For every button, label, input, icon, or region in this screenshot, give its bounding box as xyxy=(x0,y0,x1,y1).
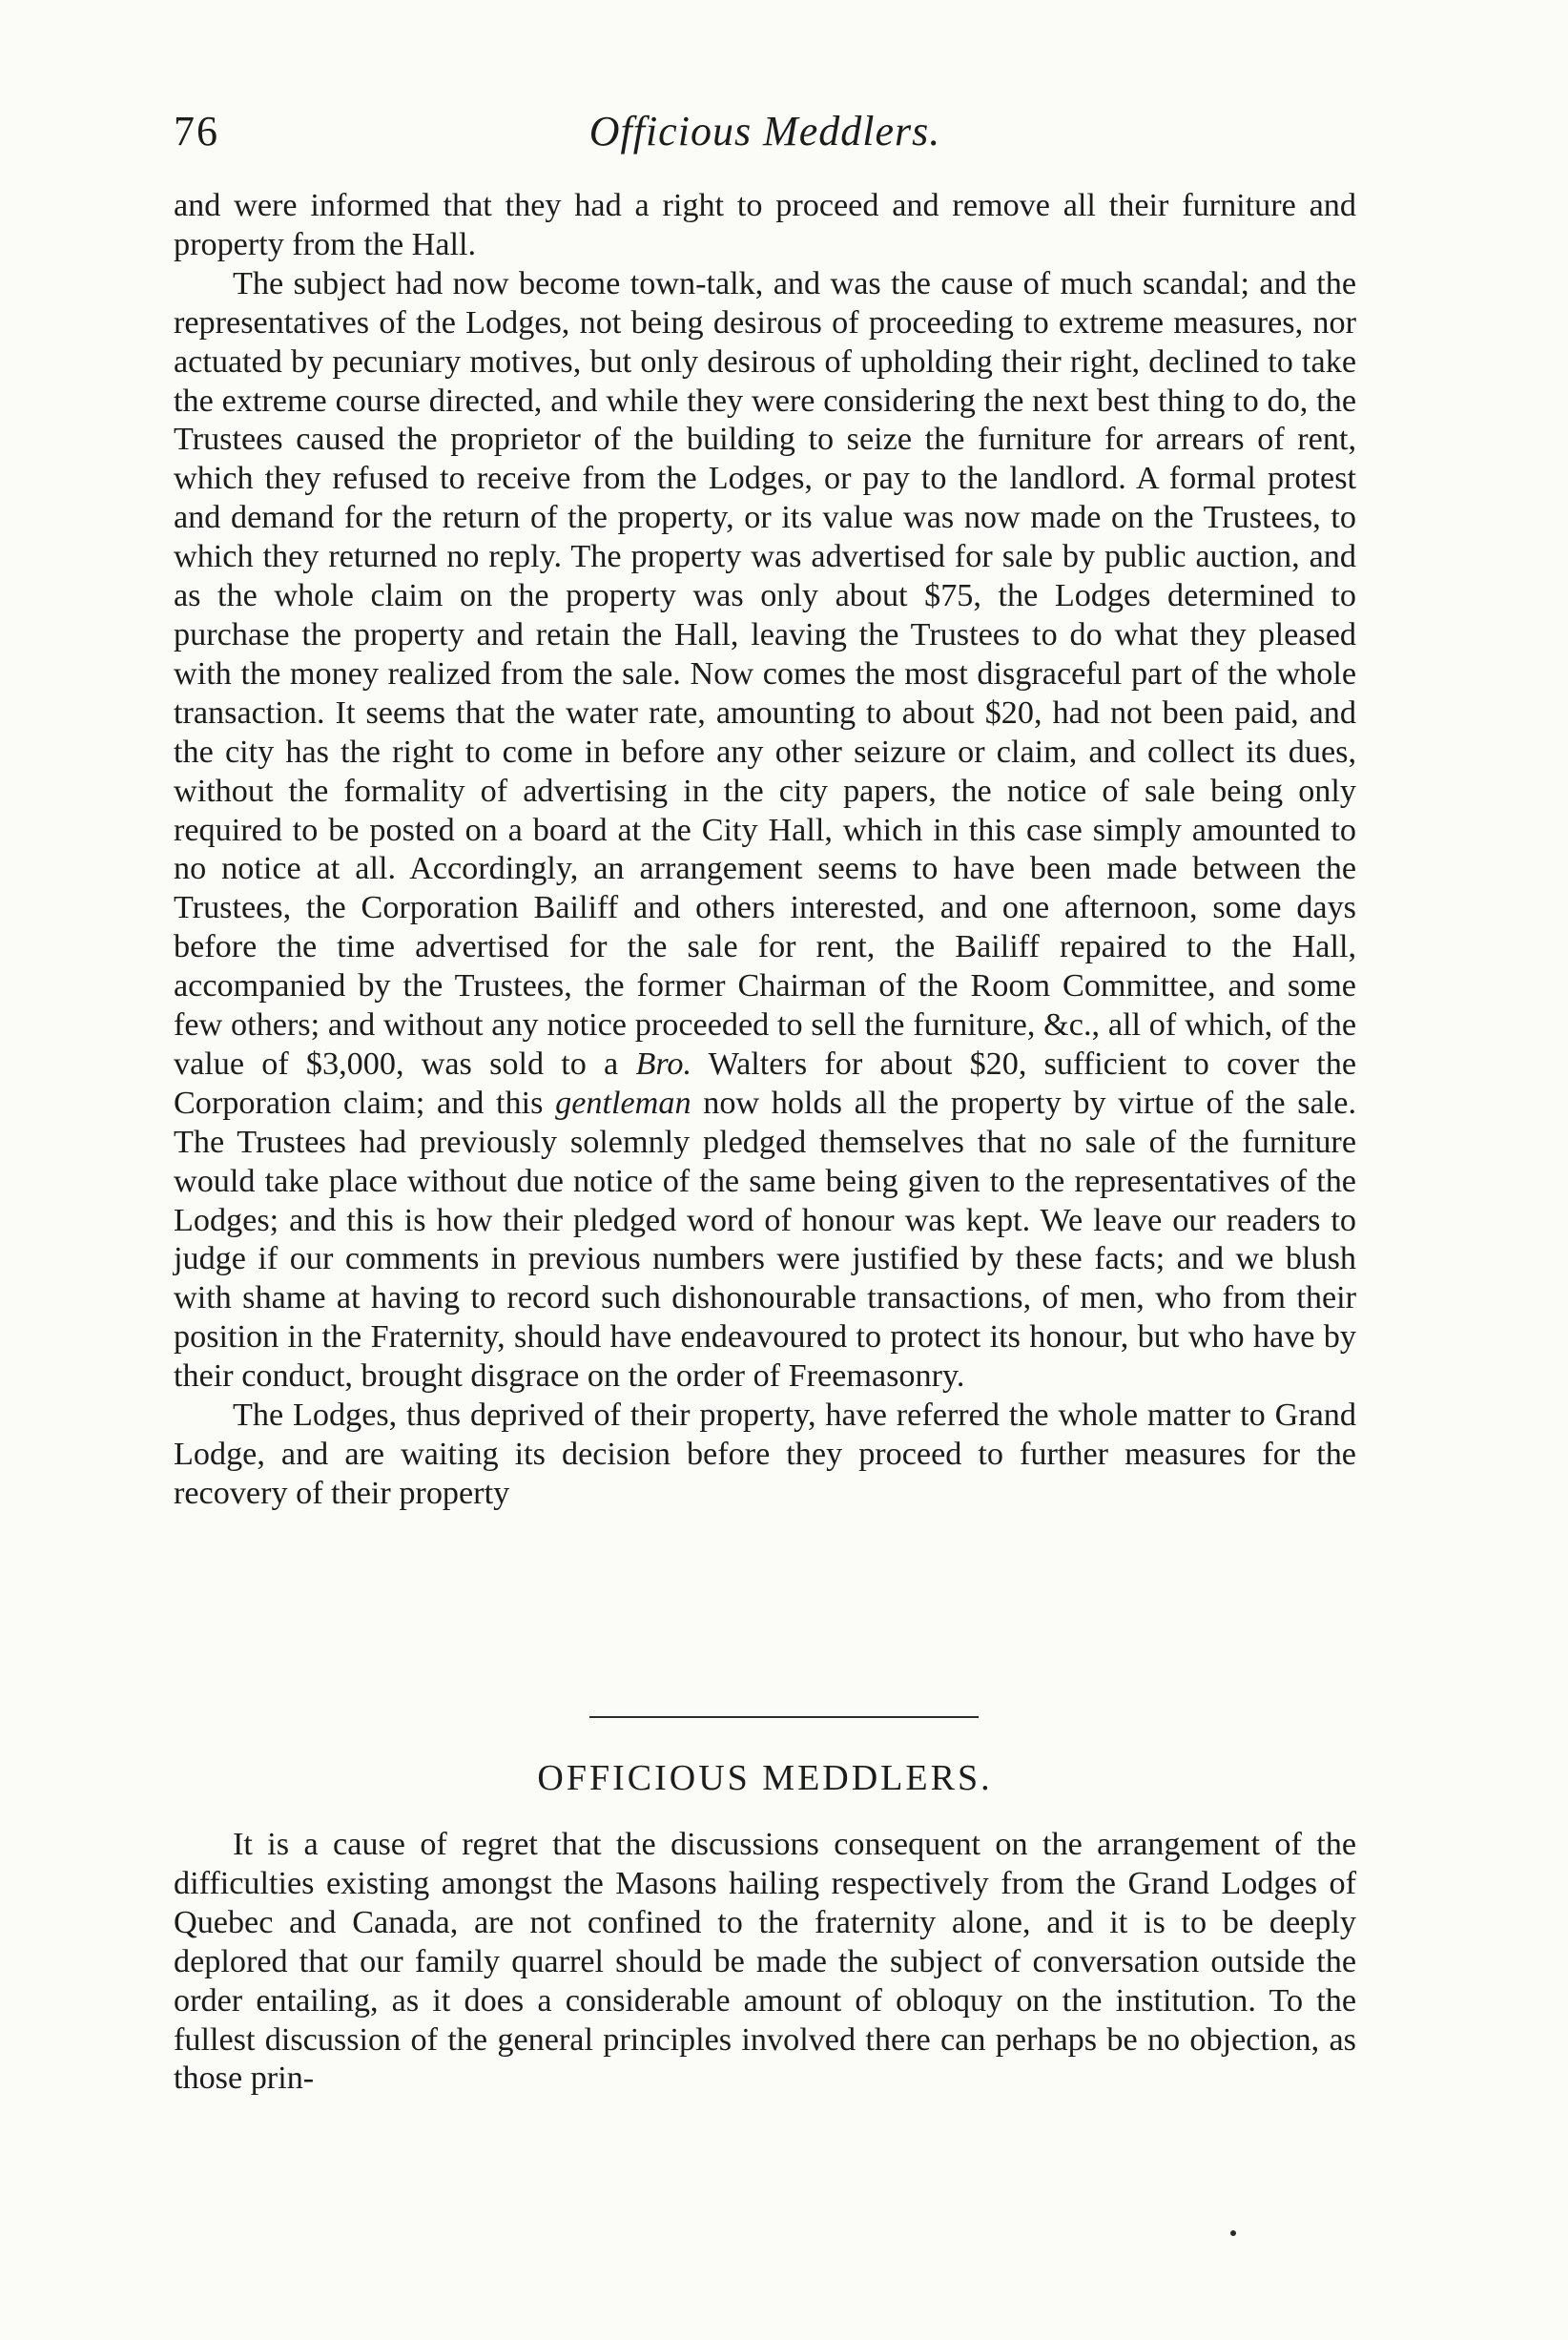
section-divider xyxy=(589,1716,979,1718)
paragraph-text: now holds all the property by virtue of the sale. The Trustees had previously solemnly pledged themselves that no sale of the furniture would take place without due notice of the same being given to the representatives of the Lodges; and this is how their pledged word of honour was kept. We leave our readers to judge if our comments in previous numbers were justified by these facts; and we blush with shame at having to record such dishonourable transactions, of men, who from their position in the Fraternity, should have endeavoured to protect its honour, but who have by their conduct, brought disgrace on the order of Freemasonry. xyxy=(174,1085,1356,1395)
continuation-paragraph: and were informed that they had a right to proceed and remove all their furniture and property from the Hall. xyxy=(174,188,1356,262)
running-head xyxy=(174,107,1356,164)
running-title: Officious Meddlers. xyxy=(588,108,941,155)
article-officious-meddlers xyxy=(174,1826,1356,2099)
ink-speck xyxy=(1230,2230,1236,2236)
body-paragraph: The Lodges, thus deprived of their property, have referred the whole matter to Grand Lodge, and are waiting its decision before they proceed to further measures for the recovery of their property xyxy=(174,1398,1356,1511)
article-continued xyxy=(174,187,1356,1514)
page-number: 76 xyxy=(174,108,219,155)
body-paragraph: It is a cause of regret that the discussions consequent on the arrangement of the difficulties existing amongst the Masons hailing respectively from the Grand Lodges of Quebec and Canada, are not confined to the fraternity alone, and it is to be deeply deplored that our family quarrel should be made the subject of conversation outside the order entailing, as it does a considerable amount of obloquy on the institution. To the fullest discussion of the general principles involved there can perhaps be no objection, as those prin- xyxy=(174,1827,1356,2097)
italic-word: gentleman xyxy=(555,1085,691,1121)
section-heading: OFFICIOUS MEDDLERS. xyxy=(537,1758,993,1798)
italic-abbreviation: Bro. xyxy=(635,1046,691,1082)
body-paragraph xyxy=(174,265,1356,1397)
paragraph-text: The subject had now become town-talk, and was the cause of much scandal; and the representatives of the Lodges, not being desirous of proceeding to extreme measures, nor actuated by pecuniary motives, but only desirous of upholding their right, declined to take the extreme course directed, and while they were considering the next best thing to do, the Trustees caused the proprietor of the building to seize the furniture for arrears of rent, which they refused to receive from the Lodges, or pay to the landlord. A formal protest and demand for the return of the property, or its value was now made on the Trustees, to which they returned no reply. The property was advertised for sale by public auction, and as the whole claim on the property was only about $75, the Lodges determined to purchase the property and retain the Hall, leaving the Trustees to do what they pleased with the money realized from the sale. Now comes the most disgraceful part of the whole transaction. It seems that the water rate, amounting to about $20, had not been paid, and the city has the right to come in before any other seizure or claim, and collect its dues, without the formality of advertising in the city papers, the notice of sale being only required to be posted on a board at the City Hall, which in this case simply amounted to no notice at all. Accordingly, an arrangement seems to have been made between the Trustees, the Corporation Bailiff and others interested, and one afternoon, some days before the time advertised for the sale for rent, the Bailiff repaired to the Hall, accompanied by the Trustees, the former Chairman of the Room Committee, and some few others; and without any notice proceeded to sell the furniture, &c., all of which, of the value of $3,000, was sold to a xyxy=(174,265,1356,1082)
paragraph-text: Walters for about $20, sufficient to cover the Corporation claim; and this xyxy=(174,1046,1356,1121)
